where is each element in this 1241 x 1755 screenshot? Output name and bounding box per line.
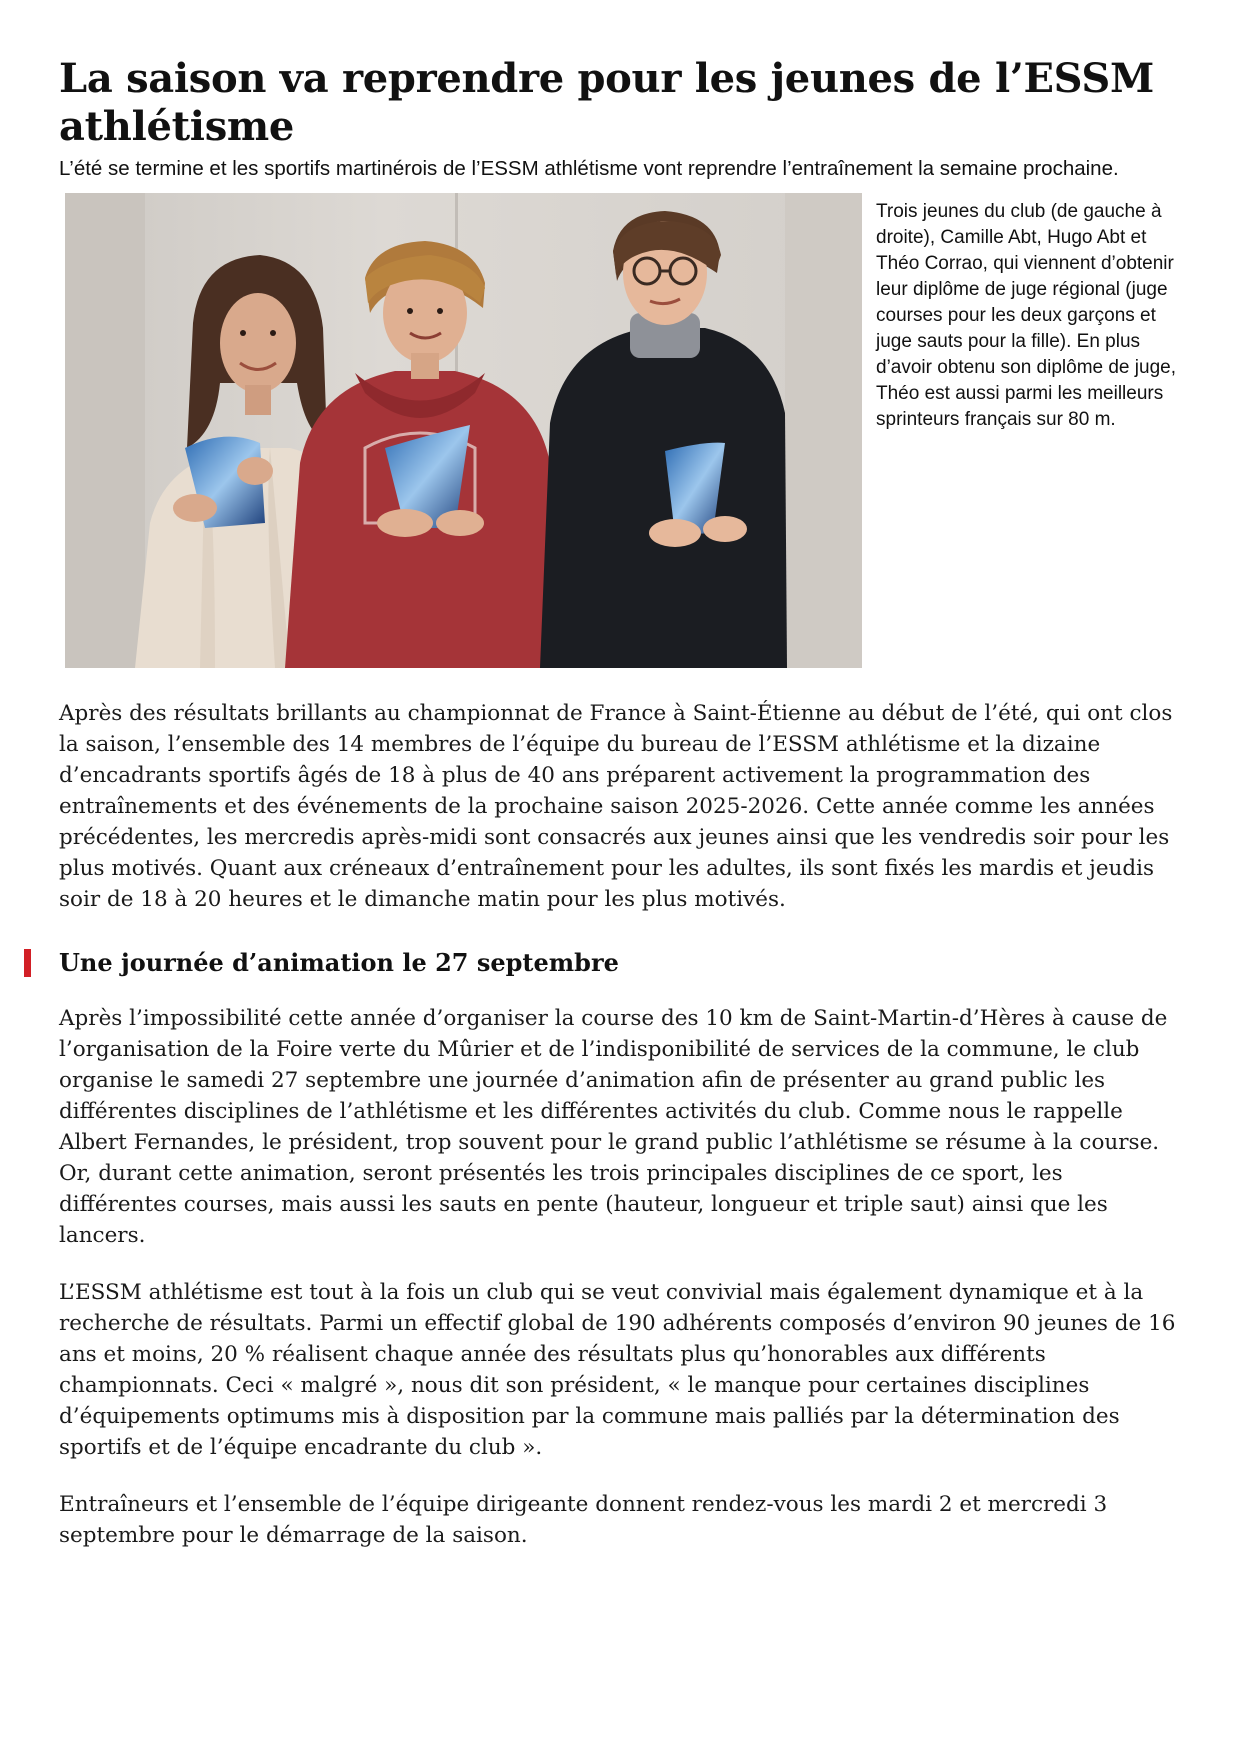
article-lead: L’été se termine et les sportifs martinérois de l’ESSM athlétisme vont reprendre l’entraînement la semaine prochaine. [59,157,1119,180]
article-title: La saison va reprendre pour les jeunes de l’ESSM athlétisme [59,55,1154,150]
photo-block [59,193,1179,668]
subheading-accent-bar [24,949,31,977]
paragraph-4: Entraîneurs et l’ensemble de l’équipe dirigeante donnent rendez-vous les mardi 2 et mercredi 3 septembre pour le démarrage de la saison. [59,1492,1108,1548]
paragraph-2: Après l’impossibilité cette année d’organiser la course des 10 km de Saint-Martin-d’Hères à cause de l’organisation de la Foire verte du Mûrier et de l’indisponibilité de services de la commune, le club organise le samedi 27 septembre une journée d’animation afin de présenter au grand public les différentes disciplines de l’athlétisme et les différentes activités du club. Comme nous le rappelle Albert Fernandes, le président, trop souvent pour le grand public l’athlétisme se résume à la course. Or, durant cette animation, seront présentés les trois principales disciplines de ce sport, les différentes courses, mais aussi les sauts en pente (hauteur, longueur et triple saut) ainsi que les lancers. [59,1006,1168,1248]
article-photo [65,193,862,668]
subheading: Une journée d’animation le 27 septembre [59,948,619,977]
paragraph-1: Après des résultats brillants au championnat de France à Saint-Étienne au début de l’été, qui ont clos la saison, l’ensemble des 14 membres de l’équipe du bureau de l’ESSM athlétisme et la dizaine d’encadrants sportifs âgés de 18 à plus de 40 ans préparent activement la programmation des entraînements et des événements de la prochaine saison 2025-2026. Cette année comme les années précédentes, les mercredis après-midi sont consacrés aux jeunes ainsi que les vendredis soir pour les plus motivés. Quant aux créneaux d’entraînement pour les adultes, ils sont fixés les mardis et jeudis soir de 18 à 20 heures et le dimanche matin pour les plus motivés. [59,701,1173,912]
paragraph-3: L’ESSM athlétisme est tout à la fois un club qui se veut convivial mais également dynamique et à la recherche de résultats. Parmi un effectif global de 190 adhérents composés d’environ 90 jeunes de 16 ans et moins, 20 % réalisent chaque année des résultats plus qu’honorables aux différents championnats. Ceci « malgré », nous dit son président, « le manque pour certaines disciplines d’équipements optimums mis à disposition par la commune mais palliés par la détermination des sportifs et de l’équipe encadrante du club ». [59,1280,1176,1460]
photo-illustration [65,193,862,668]
photo-caption: Trois jeunes du club (de gauche à droite), Camille Abt, Hugo Abt et Théo Corrao, qui viennent d’obtenir leur diplôme de juge régional (juge courses pour les deux garçons et juge sauts pour la fille). En plus d’avoir obtenu son diplôme de juge, Théo est aussi parmi les meilleurs sprinteurs français sur 80 m. [876,201,1176,430]
article [59,55,1179,1551]
subheading-block [59,945,1179,983]
